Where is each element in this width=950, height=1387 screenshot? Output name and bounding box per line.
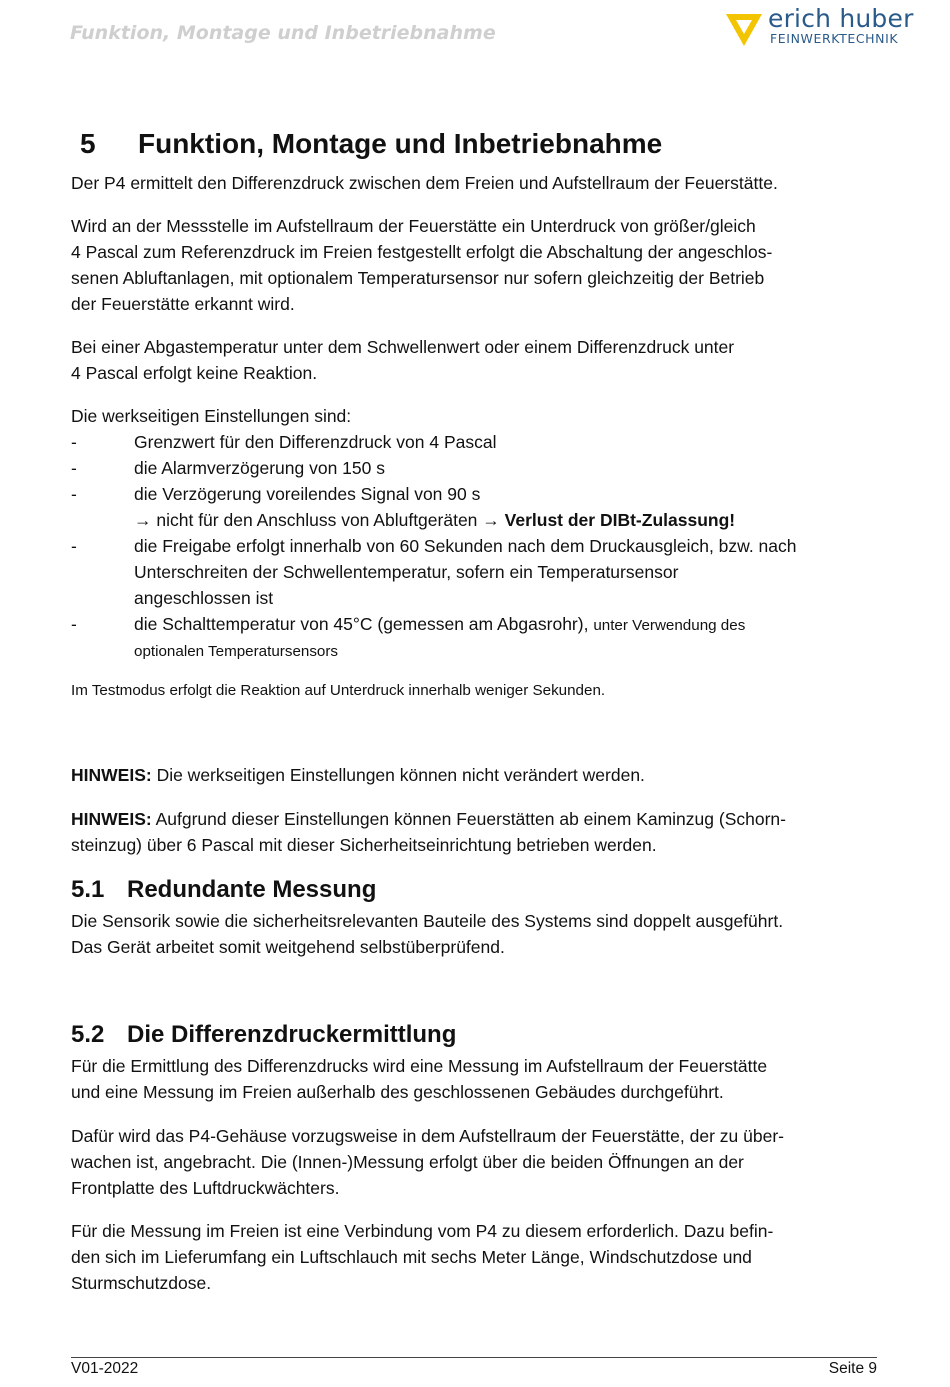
settings-intro: Die werkseitigen Einstellungen sind: [71,406,352,426]
testmode-note: Im Testmodus erfolgt die Reaktion auf Unterdruck innerhalb weniger Sekunden. [71,682,606,699]
subsection-heading [71,876,376,904]
hinweis-text: Aufgrund dieser Einstellungen können Feuerstätten ab einem Kaminzug (Schorn- [151,809,786,829]
paragraph-outdoor [71,1218,891,1296]
paragraph-line: und eine Messung im Freien außerhalb des geschlossenen Gebäudes durchgeführt. [71,1082,724,1102]
arrow-right-icon: → [134,510,152,530]
paragraph-line: 4 Pascal erfolgt keine Reaktion. [71,363,318,383]
section-number: 5 [80,128,96,159]
paragraph-line: den sich im Lieferumfang ein Luftschlauch mit sechs Meter Länge, Windschutzdose und [71,1247,752,1267]
list-dash: - [71,458,77,478]
list-item-text: Grenzwert für den Differenzdruck von 4 Pascal [134,432,497,452]
hinweis-label: HINWEIS: [71,809,152,829]
list-item-main: die Schalttemperatur von 45°C (gemessen am Abgasrohr), [134,614,594,634]
paragraph-redundancy [71,908,891,960]
section-title: Funktion, Montage und Inbetriebnahme [138,128,663,159]
paragraph-line: wachen ist, angebracht. Die (Innen-)Messung erfolgt über die beiden Öffnungen an der [71,1152,744,1172]
arrow-note [134,507,735,533]
list-item [71,611,891,663]
logo-subtitle: FEINWERKTECHNIK [770,31,899,46]
hinweis-note [71,806,891,858]
list-item-text [134,611,894,665]
paragraph-line: Sturmschutzdose. [71,1273,212,1293]
list-item [71,455,891,481]
subsection-title: Die Differenzdruckermittlung [127,1021,457,1048]
section-heading [80,128,662,160]
list-item [71,533,891,611]
paragraph-line: Für die Messung im Freien ist eine Verbindung vom P4 zu diesem erforderlich. Dazu befin- [71,1221,774,1241]
list-dash: - [71,536,77,556]
subsection-number: 5.1 [71,876,105,903]
paragraph-line: der Feuerstätte erkannt wird. [71,294,295,314]
list-item-small: unter Verwendung des [593,617,746,634]
hinweis-note [71,762,891,788]
list-item-text [134,533,894,611]
logo-name: erich huber [768,4,914,33]
list-item-small: optionalen Temperatursensors [134,643,339,660]
hinweis-label: HINWEIS: [71,765,152,785]
paragraph-line: Frontplatte des Luftdruckwächters. [71,1178,340,1198]
paragraph-line: senen Abluftanlagen, mit optionalem Temperatursensor nur sofern gleichzeitig der Betrieb [71,268,765,288]
subsection-number: 5.2 [71,1021,105,1048]
paragraph-housing [71,1123,891,1201]
list-item-line: angeschlossen ist [134,588,274,608]
footer-divider [71,1357,877,1358]
paragraph-line: Dafür wird das P4-Gehäuse vorzugsweise in dem Aufstellraum der Feuerstätte, der zu über- [71,1126,784,1146]
paragraph-line: Bei einer Abgastemperatur unter dem Schwellenwert oder einem Differenzdruck unter [71,337,735,357]
hinweis-text: Die werkseitigen Einstellungen können nicht verändert werden. [151,765,645,785]
paragraph-threshold [71,334,891,386]
paragraph-line: Die Sensorik sowie die sicherheitsrelevanten Bauteile des Systems sind doppelt ausgeführt. [71,911,784,931]
footer-page-number: Seite 9 [828,1360,877,1377]
list-item-text: die Verzögerung voreilendes Signal von 90 s [134,484,481,504]
paragraph-measurement [71,1053,891,1105]
arrow-right-icon: → [482,510,500,530]
arrow-note-text: nicht für den Anschluss von Abluftgeräten [151,510,483,530]
list-item [71,429,891,455]
subsection-heading [71,1021,456,1049]
running-title: Funktion, Montage und Inbetriebnahme [70,22,496,44]
subsection-title: Redundante Messung [127,876,377,903]
list-dash: - [71,614,77,634]
footer-version: V01-2022 [71,1360,139,1377]
paragraph-line: Für die Ermittlung des Differenzdrucks wird eine Messung im Aufstellraum der Feuerstätte [71,1056,768,1076]
list-item-line: die Freigabe erfolgt innerhalb von 60 Sekunden nach dem Druckausgleich, bzw. nach [134,536,797,556]
list-item-text: die Alarmverzögerung von 150 s [134,458,385,478]
intro-paragraph: Der P4 ermittelt den Differenzdruck zwischen dem Freien und Aufstellraum der Feuerstätte. [71,173,778,193]
paragraph-line: 4 Pascal zum Referenzdruck im Freien festgestellt erfolgt die Abschaltung der angeschlos- [71,242,773,262]
paragraph-line: Das Gerät arbeitet somit weitgehend selbstüberprüfend. [71,937,505,957]
paragraph-line: Wird an der Messstelle im Aufstellraum der Feuerstätte ein Unterdruck von größer/gleich [71,216,756,236]
list-item-line: Unterschreiten der Schwellentemperatur, sofern ein Temperatursensor [134,562,679,582]
hinweis-text: steinzug) über 6 Pascal mit dieser Sicherheitseinrichtung betrieben werden. [71,835,657,855]
list-dash: - [71,484,77,504]
paragraph-pressure [71,213,891,317]
arrow-note-warning: Verlust der DIBt-Zulassung! [504,510,736,530]
list-item [71,481,891,507]
list-dash: - [71,432,77,452]
